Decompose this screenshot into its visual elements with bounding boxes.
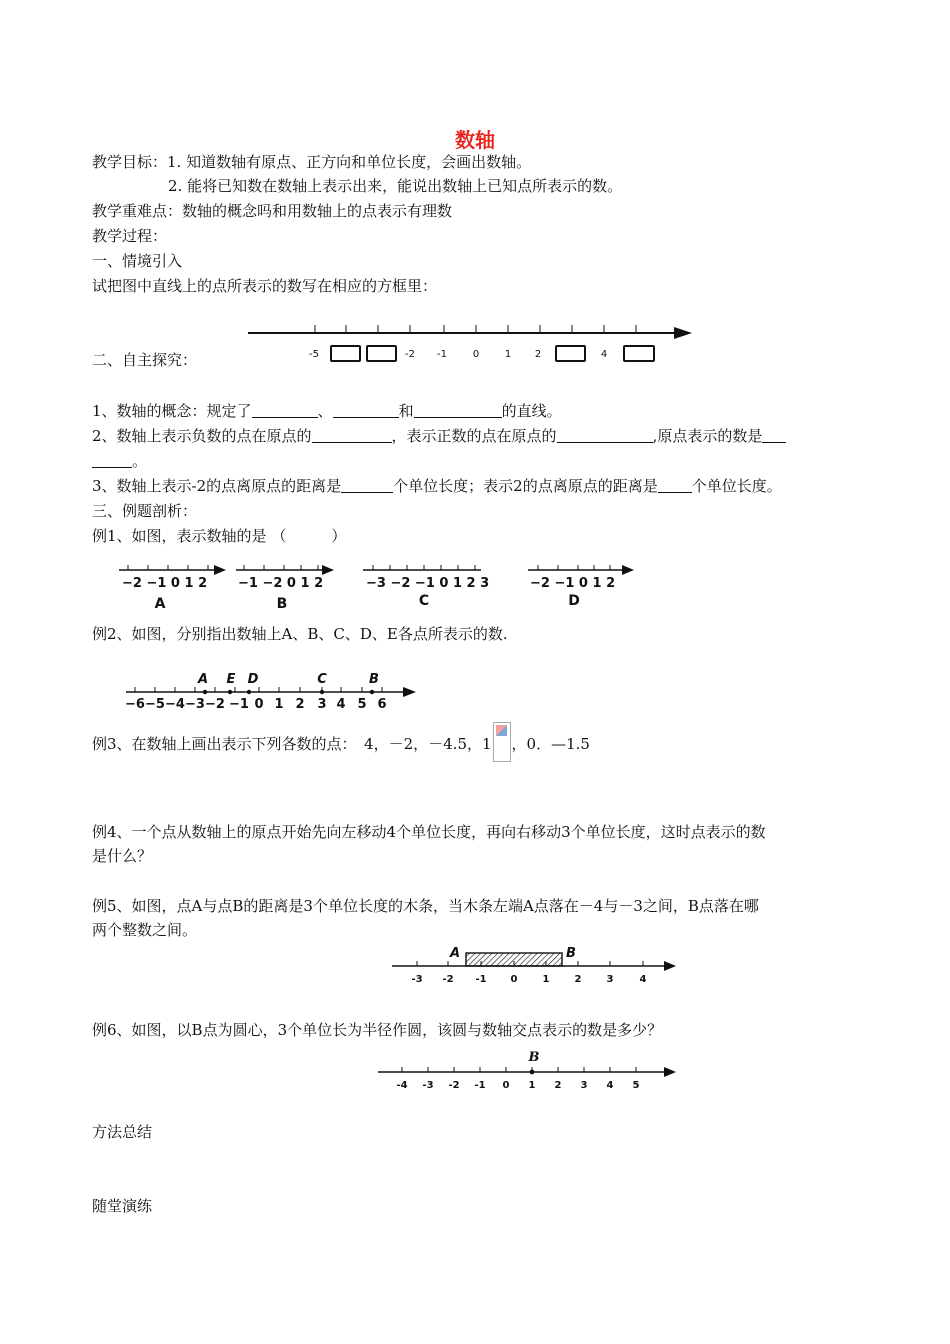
intro-tick-label: 4 bbox=[600, 349, 608, 360]
option-d-letter: D bbox=[568, 593, 580, 609]
question-3-text: 3、数轴上表示-2的点离原点的距离是 bbox=[92, 477, 342, 495]
question-2-text: ,原点表示的数是 bbox=[652, 427, 763, 445]
objective-2: 2. 能将已知数在数轴上表示出来，能说出数轴上已知点所表示的数。 bbox=[168, 177, 623, 195]
tick-label: −1 bbox=[229, 697, 249, 712]
point-e-label: E bbox=[226, 672, 236, 687]
point-a bbox=[203, 690, 207, 694]
question-1 bbox=[92, 401, 562, 421]
tick-label: 1 bbox=[542, 974, 550, 985]
question-2-text: ，表示正数的点在原点的 bbox=[391, 427, 557, 445]
tick-label: 2 bbox=[554, 1080, 562, 1091]
point-a-label: A bbox=[197, 672, 209, 687]
fraction-placeholder-icon bbox=[493, 722, 511, 762]
tick-label: 5 bbox=[357, 697, 367, 712]
answer-box[interactable] bbox=[331, 346, 360, 361]
point-d bbox=[247, 690, 251, 694]
section2-heading: 二、自主探究： bbox=[92, 351, 198, 369]
example-4-line-1: 例4、一个点从数轴上的原点开始先向左移动4个单位长度，再向右移动3个单位长度，这时点表示的数 bbox=[92, 823, 766, 841]
tick-label: 0 bbox=[502, 1080, 510, 1091]
question-2-text: 2、数轴上表示负数的点在原点的 bbox=[92, 427, 312, 445]
point-b-label: B bbox=[369, 672, 379, 687]
blank[interactable] bbox=[658, 477, 692, 493]
tick-label: 0 bbox=[510, 974, 518, 985]
example-1-options bbox=[114, 560, 654, 616]
intro-tick-label: 2 bbox=[534, 349, 542, 360]
example-2-text: 例2、如图，分别指出数轴上A、B、C、D、E各点所表示的数. bbox=[92, 625, 508, 643]
option-b-letter: B bbox=[276, 596, 288, 612]
question-1-end: 的直线。 bbox=[501, 402, 562, 420]
tick-label: −2 bbox=[205, 697, 225, 712]
blank[interactable] bbox=[414, 402, 502, 418]
tick-label: 6 bbox=[377, 697, 387, 712]
tick-label: 3 bbox=[580, 1080, 588, 1091]
point-b-label: B bbox=[528, 1050, 540, 1065]
option-c-ticks: −3 −2 −1 0 1 2 3 bbox=[366, 576, 490, 591]
question-2 bbox=[92, 426, 786, 446]
blank[interactable] bbox=[312, 427, 392, 443]
point-d-label: D bbox=[247, 672, 259, 687]
example-3 bbox=[92, 722, 590, 762]
intro-number-line bbox=[240, 320, 700, 368]
method-summary-heading: 方法总结 bbox=[92, 1123, 153, 1141]
tick-label: -1 bbox=[475, 974, 487, 985]
tick-label: −5 bbox=[145, 697, 165, 712]
tick-label: -3 bbox=[411, 974, 423, 985]
tick-label: −4 bbox=[165, 697, 185, 712]
point-b bbox=[530, 1070, 535, 1075]
question-3-end: 个单位长度。 bbox=[691, 477, 782, 495]
key-points: 教学重难点：数轴的概念吗和用数轴上的点表示有理数 bbox=[92, 202, 453, 220]
intro-tick-label: 0 bbox=[472, 349, 480, 360]
option-c-letter: C bbox=[418, 593, 430, 609]
point-a-label: A bbox=[449, 946, 461, 961]
tick-label: -3 bbox=[422, 1080, 434, 1091]
example-5-line-2: 两个整数之间。 bbox=[92, 921, 198, 939]
tick-label: 0 bbox=[254, 697, 264, 712]
point-e bbox=[228, 690, 232, 694]
option-a-arrow bbox=[214, 565, 226, 575]
example-3-text-end: ，0．—1.5 bbox=[511, 735, 590, 753]
blank[interactable] bbox=[762, 427, 786, 443]
tick-label: −3 bbox=[185, 697, 205, 712]
blank[interactable] bbox=[92, 452, 132, 468]
question-3 bbox=[92, 476, 782, 496]
tick-label: -4 bbox=[396, 1080, 408, 1091]
objective-1: 1. 知道数轴有原点、正方向和单位长度，会画出数轴。 bbox=[167, 153, 532, 171]
blank[interactable] bbox=[252, 402, 318, 418]
question-2-end: 。 bbox=[132, 452, 148, 470]
answer-box[interactable] bbox=[367, 346, 396, 361]
example-2-number-line bbox=[122, 668, 422, 712]
intro-tick-label: -1 bbox=[437, 349, 447, 360]
example-4-line-2: 是什么？ bbox=[92, 847, 153, 865]
process-heading: 教学过程： bbox=[92, 227, 168, 245]
question-1-sep: 、 bbox=[317, 402, 333, 420]
intro-tick-label: -2 bbox=[405, 349, 415, 360]
example-6-number-line bbox=[374, 1046, 684, 1092]
tick-label: −6 bbox=[125, 697, 145, 712]
option-b-ticks: −1 −2 0 1 2 bbox=[238, 576, 324, 591]
blank[interactable] bbox=[557, 427, 653, 443]
question-3-text: 个单位长度；表示2的点离原点的距离是 bbox=[393, 477, 658, 495]
tick-label: 1 bbox=[528, 1080, 536, 1091]
objectives-line-1 bbox=[92, 152, 531, 172]
tick-label: 1 bbox=[274, 697, 284, 712]
tick-label: 2 bbox=[574, 974, 582, 985]
example-5-number-line bbox=[386, 940, 686, 986]
blank[interactable] bbox=[341, 477, 393, 493]
answer-box[interactable] bbox=[624, 346, 654, 361]
intro-tick-label: -5 bbox=[309, 349, 319, 360]
option-d-arrow bbox=[622, 565, 634, 575]
point-c bbox=[320, 690, 324, 694]
tick-label: -2 bbox=[442, 974, 454, 985]
tick-label: 4 bbox=[606, 1080, 614, 1091]
example-3-text: 例3、在数轴上画出表示下列各数的点： 4，－2，－4.5，1 bbox=[92, 735, 492, 753]
answer-box[interactable] bbox=[556, 346, 585, 361]
example-6-text: 例6、如图，以B点为圆心，3个单位长为半径作圆，该圆与数轴交点表示的数是多少？ bbox=[92, 1021, 663, 1039]
tick-label: 3 bbox=[606, 974, 614, 985]
section1-heading: 一、情境引入 bbox=[92, 252, 183, 270]
section1-prompt: 试把图中直线上的点所表示的数写在相应的方框里： bbox=[92, 277, 438, 295]
option-a-ticks: −2 −1 0 1 2 bbox=[122, 576, 208, 591]
page-title: 数轴 bbox=[455, 128, 495, 152]
tick-label: 5 bbox=[632, 1080, 640, 1091]
question-1-sep: 和 bbox=[398, 402, 414, 420]
question-1-text: 1、数轴的概念：规定了 bbox=[92, 402, 252, 420]
tick-label: 2 bbox=[295, 697, 305, 712]
tick-label: -2 bbox=[448, 1080, 460, 1091]
practice-heading: 随堂演练 bbox=[92, 1197, 153, 1215]
tick-label: 4 bbox=[336, 697, 346, 712]
tick-label: 3 bbox=[317, 697, 327, 712]
point-b bbox=[370, 690, 374, 694]
intro-tick-label: 1 bbox=[504, 349, 512, 360]
blank[interactable] bbox=[333, 402, 399, 418]
tick-label: -1 bbox=[474, 1080, 486, 1091]
tick-label: 4 bbox=[639, 974, 647, 985]
point-c-label: C bbox=[317, 672, 327, 687]
objectives-label: 教学目标： bbox=[92, 153, 168, 171]
example-5-line-1: 例5、如图，点A与点B的距离是3个单位长度的木条，当木条左端A点落在－4与－3之间，B点落在哪 bbox=[92, 897, 759, 915]
question-2-continued bbox=[92, 451, 147, 471]
point-b-label: B bbox=[566, 946, 576, 961]
option-d-ticks: −2 −1 0 1 2 bbox=[530, 576, 616, 591]
option-a-letter: A bbox=[154, 596, 166, 612]
option-b-arrow bbox=[322, 565, 334, 575]
example-1-text: 例1、如图，表示数轴的是 （ ） bbox=[92, 527, 347, 545]
section3-heading: 三、例题剖析： bbox=[92, 502, 198, 520]
